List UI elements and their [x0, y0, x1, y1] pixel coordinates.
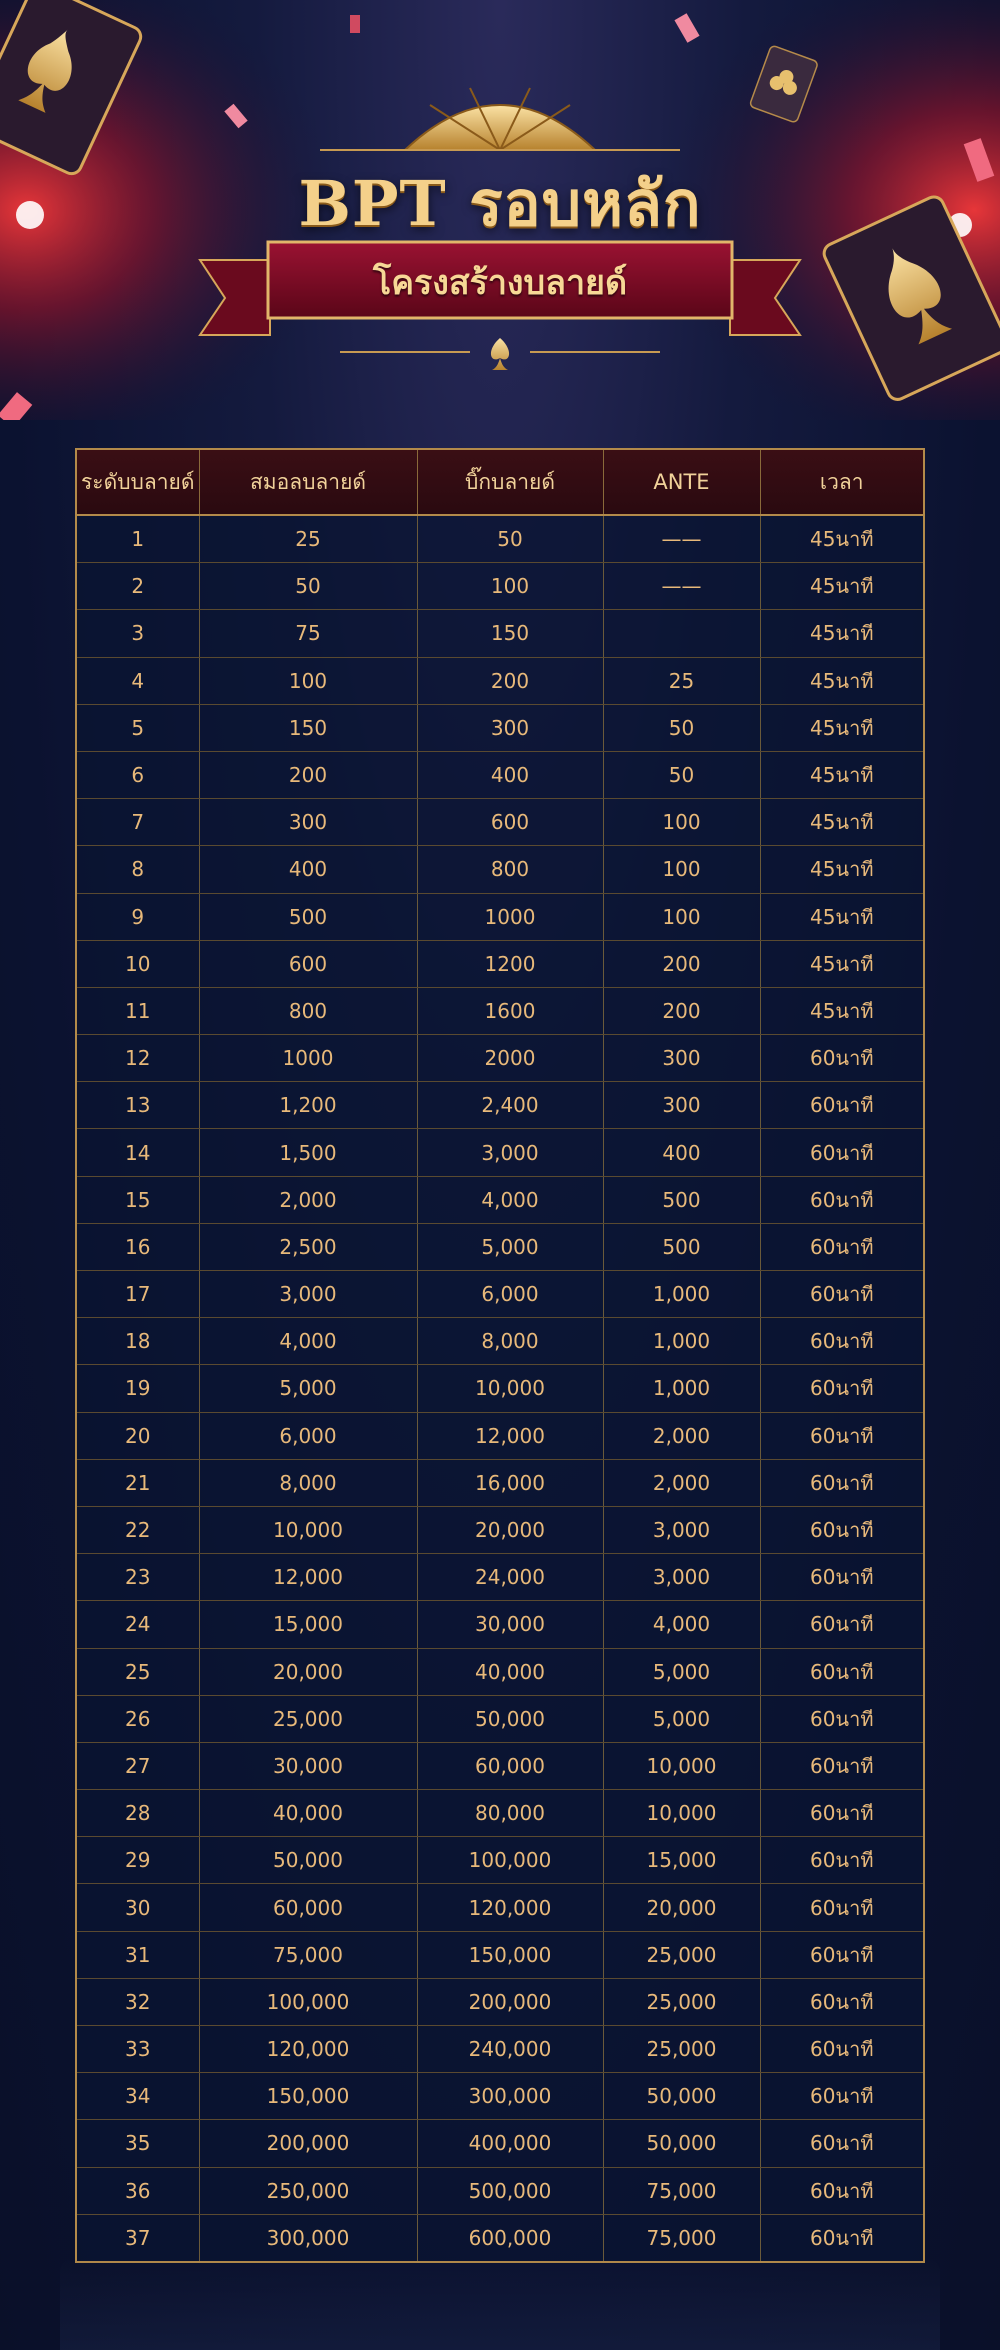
cell-big-blind: 2,400	[417, 1082, 603, 1129]
table-row	[77, 846, 923, 893]
cell-time: 60นาที	[760, 2167, 923, 2214]
cell-ante: 20,000	[603, 1884, 760, 1931]
table-row	[77, 1978, 923, 2025]
table-row	[77, 1223, 923, 1270]
cell-level: 13	[77, 1082, 199, 1129]
cell-ante: 50	[603, 704, 760, 751]
cell-ante: 25,000	[603, 1931, 760, 1978]
cell-level: 14	[77, 1129, 199, 1176]
cell-level: 32	[77, 1978, 199, 2025]
cell-small-blind: 50,000	[199, 1837, 417, 1884]
cell-small-blind: 6,000	[199, 1412, 417, 1459]
cell-ante: 2,000	[603, 1459, 760, 1506]
table-body	[77, 515, 923, 2261]
cell-big-blind: 1200	[417, 940, 603, 987]
cell-ante: 4,000	[603, 1601, 760, 1648]
cell-big-blind: 4,000	[417, 1176, 603, 1223]
cell-ante: 5,000	[603, 1695, 760, 1742]
cell-time: 60นาที	[760, 1554, 923, 1601]
header-banner	[0, 0, 1000, 420]
cell-big-blind: 16,000	[417, 1459, 603, 1506]
cell-small-blind: 600	[199, 940, 417, 987]
cell-time: 60นาที	[760, 1129, 923, 1176]
table-header-row	[77, 450, 923, 515]
cell-ante: 3,000	[603, 1506, 760, 1553]
table-row	[77, 1412, 923, 1459]
cell-ante: 25,000	[603, 2026, 760, 2073]
cell-ante: 200	[603, 940, 760, 987]
cell-big-blind: 150	[417, 610, 603, 657]
cell-level: 24	[77, 1601, 199, 1648]
cell-time: 45นาที	[760, 799, 923, 846]
cell-big-blind: 1000	[417, 893, 603, 940]
cell-small-blind: 1,200	[199, 1082, 417, 1129]
cell-level: 37	[77, 2214, 199, 2261]
table-row	[77, 1459, 923, 1506]
cell-ante: 75,000	[603, 2214, 760, 2261]
cell-ante: 15,000	[603, 1837, 760, 1884]
cell-big-blind: 150,000	[417, 1931, 603, 1978]
table-row	[77, 940, 923, 987]
cell-time: 45นาที	[760, 704, 923, 751]
cell-small-blind: 75	[199, 610, 417, 657]
cell-level: 8	[77, 846, 199, 893]
cell-level: 36	[77, 2167, 199, 2214]
cell-big-blind: 600,000	[417, 2214, 603, 2261]
cell-small-blind: 100,000	[199, 1978, 417, 2025]
cell-time: 45นาที	[760, 987, 923, 1034]
cell-small-blind: 10,000	[199, 1506, 417, 1553]
blind-table	[77, 450, 923, 2261]
cell-time: 45นาที	[760, 563, 923, 610]
cell-big-blind: 50,000	[417, 1695, 603, 1742]
table-row	[77, 1742, 923, 1789]
cell-time: 60นาที	[760, 1459, 923, 1506]
cell-big-blind: 3,000	[417, 1129, 603, 1176]
cell-small-blind: 12,000	[199, 1554, 417, 1601]
cell-level: 31	[77, 1931, 199, 1978]
cell-ante: 500	[603, 1223, 760, 1270]
table-row	[77, 2214, 923, 2261]
cell-small-blind: 200,000	[199, 2120, 417, 2167]
cell-level: 27	[77, 1742, 199, 1789]
cell-ante	[603, 610, 760, 657]
cell-small-blind: 800	[199, 987, 417, 1034]
cell-ante: 500	[603, 1176, 760, 1223]
cell-ante: 75,000	[603, 2167, 760, 2214]
cell-small-blind: 400	[199, 846, 417, 893]
cell-time: 45นาที	[760, 515, 923, 563]
cell-level: 10	[77, 940, 199, 987]
cell-ante: 25	[603, 657, 760, 704]
cell-big-blind: 10,000	[417, 1365, 603, 1412]
cell-small-blind: 250,000	[199, 2167, 417, 2214]
cell-big-blind: 2000	[417, 1035, 603, 1082]
cell-small-blind: 40,000	[199, 1790, 417, 1837]
cell-time: 60นาที	[760, 1176, 923, 1223]
cell-level: 35	[77, 2120, 199, 2167]
table-row	[77, 563, 923, 610]
table-row	[77, 1271, 923, 1318]
cell-time: 60นาที	[760, 1223, 923, 1270]
cell-level: 20	[77, 1412, 199, 1459]
cell-big-blind: 500,000	[417, 2167, 603, 2214]
cell-big-blind: 24,000	[417, 1554, 603, 1601]
cell-big-blind: 240,000	[417, 2026, 603, 2073]
cell-big-blind: 5,000	[417, 1223, 603, 1270]
cell-ante: 300	[603, 1035, 760, 1082]
cell-big-blind: 120,000	[417, 1884, 603, 1931]
cell-level: 25	[77, 1648, 199, 1695]
cell-big-blind: 400,000	[417, 2120, 603, 2167]
cell-level: 7	[77, 799, 199, 846]
cell-ante: 50,000	[603, 2073, 760, 2120]
cell-small-blind: 1000	[199, 1035, 417, 1082]
cell-time: 60นาที	[760, 1837, 923, 1884]
cell-time: 60นาที	[760, 1271, 923, 1318]
cell-level: 11	[77, 987, 199, 1034]
cell-big-blind: 600	[417, 799, 603, 846]
cell-level: 22	[77, 1506, 199, 1553]
cell-level: 12	[77, 1035, 199, 1082]
table-row	[77, 1082, 923, 1129]
table-row	[77, 704, 923, 751]
cell-ante: 3,000	[603, 1554, 760, 1601]
cell-small-blind: 300,000	[199, 2214, 417, 2261]
cell-time: 60นาที	[760, 1931, 923, 1978]
table-row	[77, 657, 923, 704]
cell-level: 9	[77, 893, 199, 940]
cell-small-blind: 20,000	[199, 1648, 417, 1695]
cell-time: 60นาที	[760, 1506, 923, 1553]
cell-time: 45นาที	[760, 610, 923, 657]
cell-level: 6	[77, 751, 199, 798]
cell-level: 3	[77, 610, 199, 657]
cell-ante: 200	[603, 987, 760, 1034]
cell-time: 45นาที	[760, 657, 923, 704]
cell-level: 18	[77, 1318, 199, 1365]
cell-time: 45นาที	[760, 893, 923, 940]
cell-time: 60นาที	[760, 1978, 923, 2025]
cell-time: 60นาที	[760, 1082, 923, 1129]
cell-big-blind: 800	[417, 846, 603, 893]
cell-small-blind: 500	[199, 893, 417, 940]
cell-time: 60นาที	[760, 2073, 923, 2120]
cell-time: 60นาที	[760, 2026, 923, 2073]
page-subtitle: โครงสร้างบลายด์	[372, 263, 628, 303]
table-row	[77, 1695, 923, 1742]
cell-level: 19	[77, 1365, 199, 1412]
table-row	[77, 1931, 923, 1978]
cell-level: 33	[77, 2026, 199, 2073]
cell-big-blind: 200,000	[417, 1978, 603, 2025]
cell-time: 60นาที	[760, 1035, 923, 1082]
cell-big-blind: 12,000	[417, 1412, 603, 1459]
cell-level: 5	[77, 704, 199, 751]
cell-small-blind: 2,000	[199, 1176, 417, 1223]
cell-ante: 25,000	[603, 1978, 760, 2025]
column-header-small-blind: สมอลบลายด์	[199, 450, 417, 515]
table-row	[77, 1601, 923, 1648]
cell-ante: 1,000	[603, 1365, 760, 1412]
cell-big-blind: 200	[417, 657, 603, 704]
cell-ante: 5,000	[603, 1648, 760, 1695]
table-row	[77, 2073, 923, 2120]
cell-ante: 10,000	[603, 1790, 760, 1837]
cell-time: 60นาที	[760, 1884, 923, 1931]
cell-ante: 50,000	[603, 2120, 760, 2167]
table-row	[77, 1506, 923, 1553]
cell-big-blind: 40,000	[417, 1648, 603, 1695]
cell-level: 17	[77, 1271, 199, 1318]
cell-level: 15	[77, 1176, 199, 1223]
cell-time: 45นาที	[760, 940, 923, 987]
cell-big-blind: 60,000	[417, 1742, 603, 1789]
cell-small-blind: 150,000	[199, 2073, 417, 2120]
cell-time: 60นาที	[809, 2225, 874, 2250]
cell-ante: 300	[603, 1082, 760, 1129]
cell-small-blind: 120,000	[199, 2026, 417, 2073]
cell-big-blind: 80,000	[417, 1790, 603, 1837]
cell-ante: 2,000	[603, 1412, 760, 1459]
cell-small-blind: 30,000	[199, 1742, 417, 1789]
cell-level: 16	[77, 1223, 199, 1270]
blind-structure-table	[75, 448, 925, 2263]
cell-level: 21	[77, 1459, 199, 1506]
table-row	[77, 799, 923, 846]
cell-level: 30	[77, 1884, 199, 1931]
cell-big-blind: 400	[417, 751, 603, 798]
cell-ante: 1,000	[603, 1318, 760, 1365]
cell-small-blind: 1,500	[199, 1129, 417, 1176]
cell-small-blind: 5,000	[199, 1365, 417, 1412]
table-row	[77, 1365, 923, 1412]
cell-level: 29	[77, 1837, 199, 1884]
cell-ante: ——	[603, 515, 760, 563]
cell-big-blind: 1600	[417, 987, 603, 1034]
cell-ante: 100	[603, 846, 760, 893]
cell-level: 34	[77, 2073, 199, 2120]
cell-time: 60นาที	[760, 2120, 923, 2167]
cell-ante: 1,000	[603, 1271, 760, 1318]
cell-big-blind: 30,000	[417, 1601, 603, 1648]
cell-time: 60นาที	[760, 1318, 923, 1365]
cell-small-blind: 8,000	[199, 1459, 417, 1506]
cell-small-blind: 2,500	[199, 1223, 417, 1270]
cell-small-blind: 50	[199, 563, 417, 610]
table-row	[77, 1176, 923, 1223]
cell-small-blind: 100	[199, 657, 417, 704]
cell-level: 4	[77, 657, 199, 704]
cell-small-blind: 3,000	[199, 1271, 417, 1318]
table-row	[77, 1318, 923, 1365]
cell-small-blind: 300	[199, 799, 417, 846]
table-row	[77, 515, 923, 563]
cell-time: 60นาที	[760, 1742, 923, 1789]
column-header-big-blind: บิ๊กบลายด์	[417, 450, 603, 515]
cell-level: 23	[77, 1554, 199, 1601]
cell-time: 60นาที	[760, 1365, 923, 1412]
table-row	[77, 1648, 923, 1695]
cell-time: 60นาที	[760, 1648, 923, 1695]
cell-big-blind: 8,000	[417, 1318, 603, 1365]
footer-panel	[60, 2258, 940, 2350]
table-row	[77, 1790, 923, 1837]
cell-big-blind: 100,000	[417, 1837, 603, 1884]
cell-time: 60นาที	[760, 1695, 923, 1742]
cell-ante: ——	[603, 563, 760, 610]
cell-ante: 100	[603, 799, 760, 846]
cell-ante: 10,000	[603, 1742, 760, 1789]
column-header-ante: ANTE	[603, 450, 760, 515]
cell-level: 2	[77, 563, 199, 610]
cell-time: 45นาที	[760, 751, 923, 798]
table-row	[77, 2026, 923, 2073]
table-row	[77, 1035, 923, 1082]
cell-small-blind: 60,000	[199, 1884, 417, 1931]
table-row	[77, 1884, 923, 1931]
cell-ante: 50	[603, 751, 760, 798]
table-row	[77, 987, 923, 1034]
table-row	[77, 610, 923, 657]
table-row	[77, 2120, 923, 2167]
cell-ante: 100	[603, 893, 760, 940]
table-row	[77, 751, 923, 798]
cell-small-blind: 25,000	[199, 1695, 417, 1742]
table-row	[77, 1554, 923, 1601]
table-row	[77, 893, 923, 940]
cell-big-blind: 300	[417, 704, 603, 751]
table-row	[77, 1837, 923, 1884]
table-row	[77, 2167, 923, 2214]
cell-big-blind: 100	[417, 563, 603, 610]
cell-big-blind: 50	[417, 515, 603, 563]
cell-small-blind: 150	[199, 704, 417, 751]
page-title: BPT รอบหลัก	[298, 167, 702, 240]
cell-time: 60นาที	[760, 1601, 923, 1648]
cell-level: 28	[77, 1790, 199, 1837]
cell-small-blind: 4,000	[199, 1318, 417, 1365]
column-header-time: เวลา	[760, 450, 923, 515]
cell-time: 60นาที	[760, 1412, 923, 1459]
cell-small-blind: 75,000	[199, 1931, 417, 1978]
table-row	[77, 1129, 923, 1176]
cell-ante: 400	[603, 1129, 760, 1176]
cell-time: 45นาที	[760, 846, 923, 893]
cell-small-blind: 200	[199, 751, 417, 798]
cell-small-blind: 15,000	[199, 1601, 417, 1648]
column-header-level: ระดับบลายด์	[77, 450, 199, 515]
cell-level: 1	[77, 515, 199, 563]
cell-time: 60นาที	[760, 1790, 923, 1837]
cell-small-blind: 25	[199, 515, 417, 563]
cell-big-blind: 300,000	[417, 2073, 603, 2120]
cell-level: 26	[77, 1695, 199, 1742]
cell-big-blind: 20,000	[417, 1506, 603, 1553]
cell-big-blind: 6,000	[417, 1271, 603, 1318]
